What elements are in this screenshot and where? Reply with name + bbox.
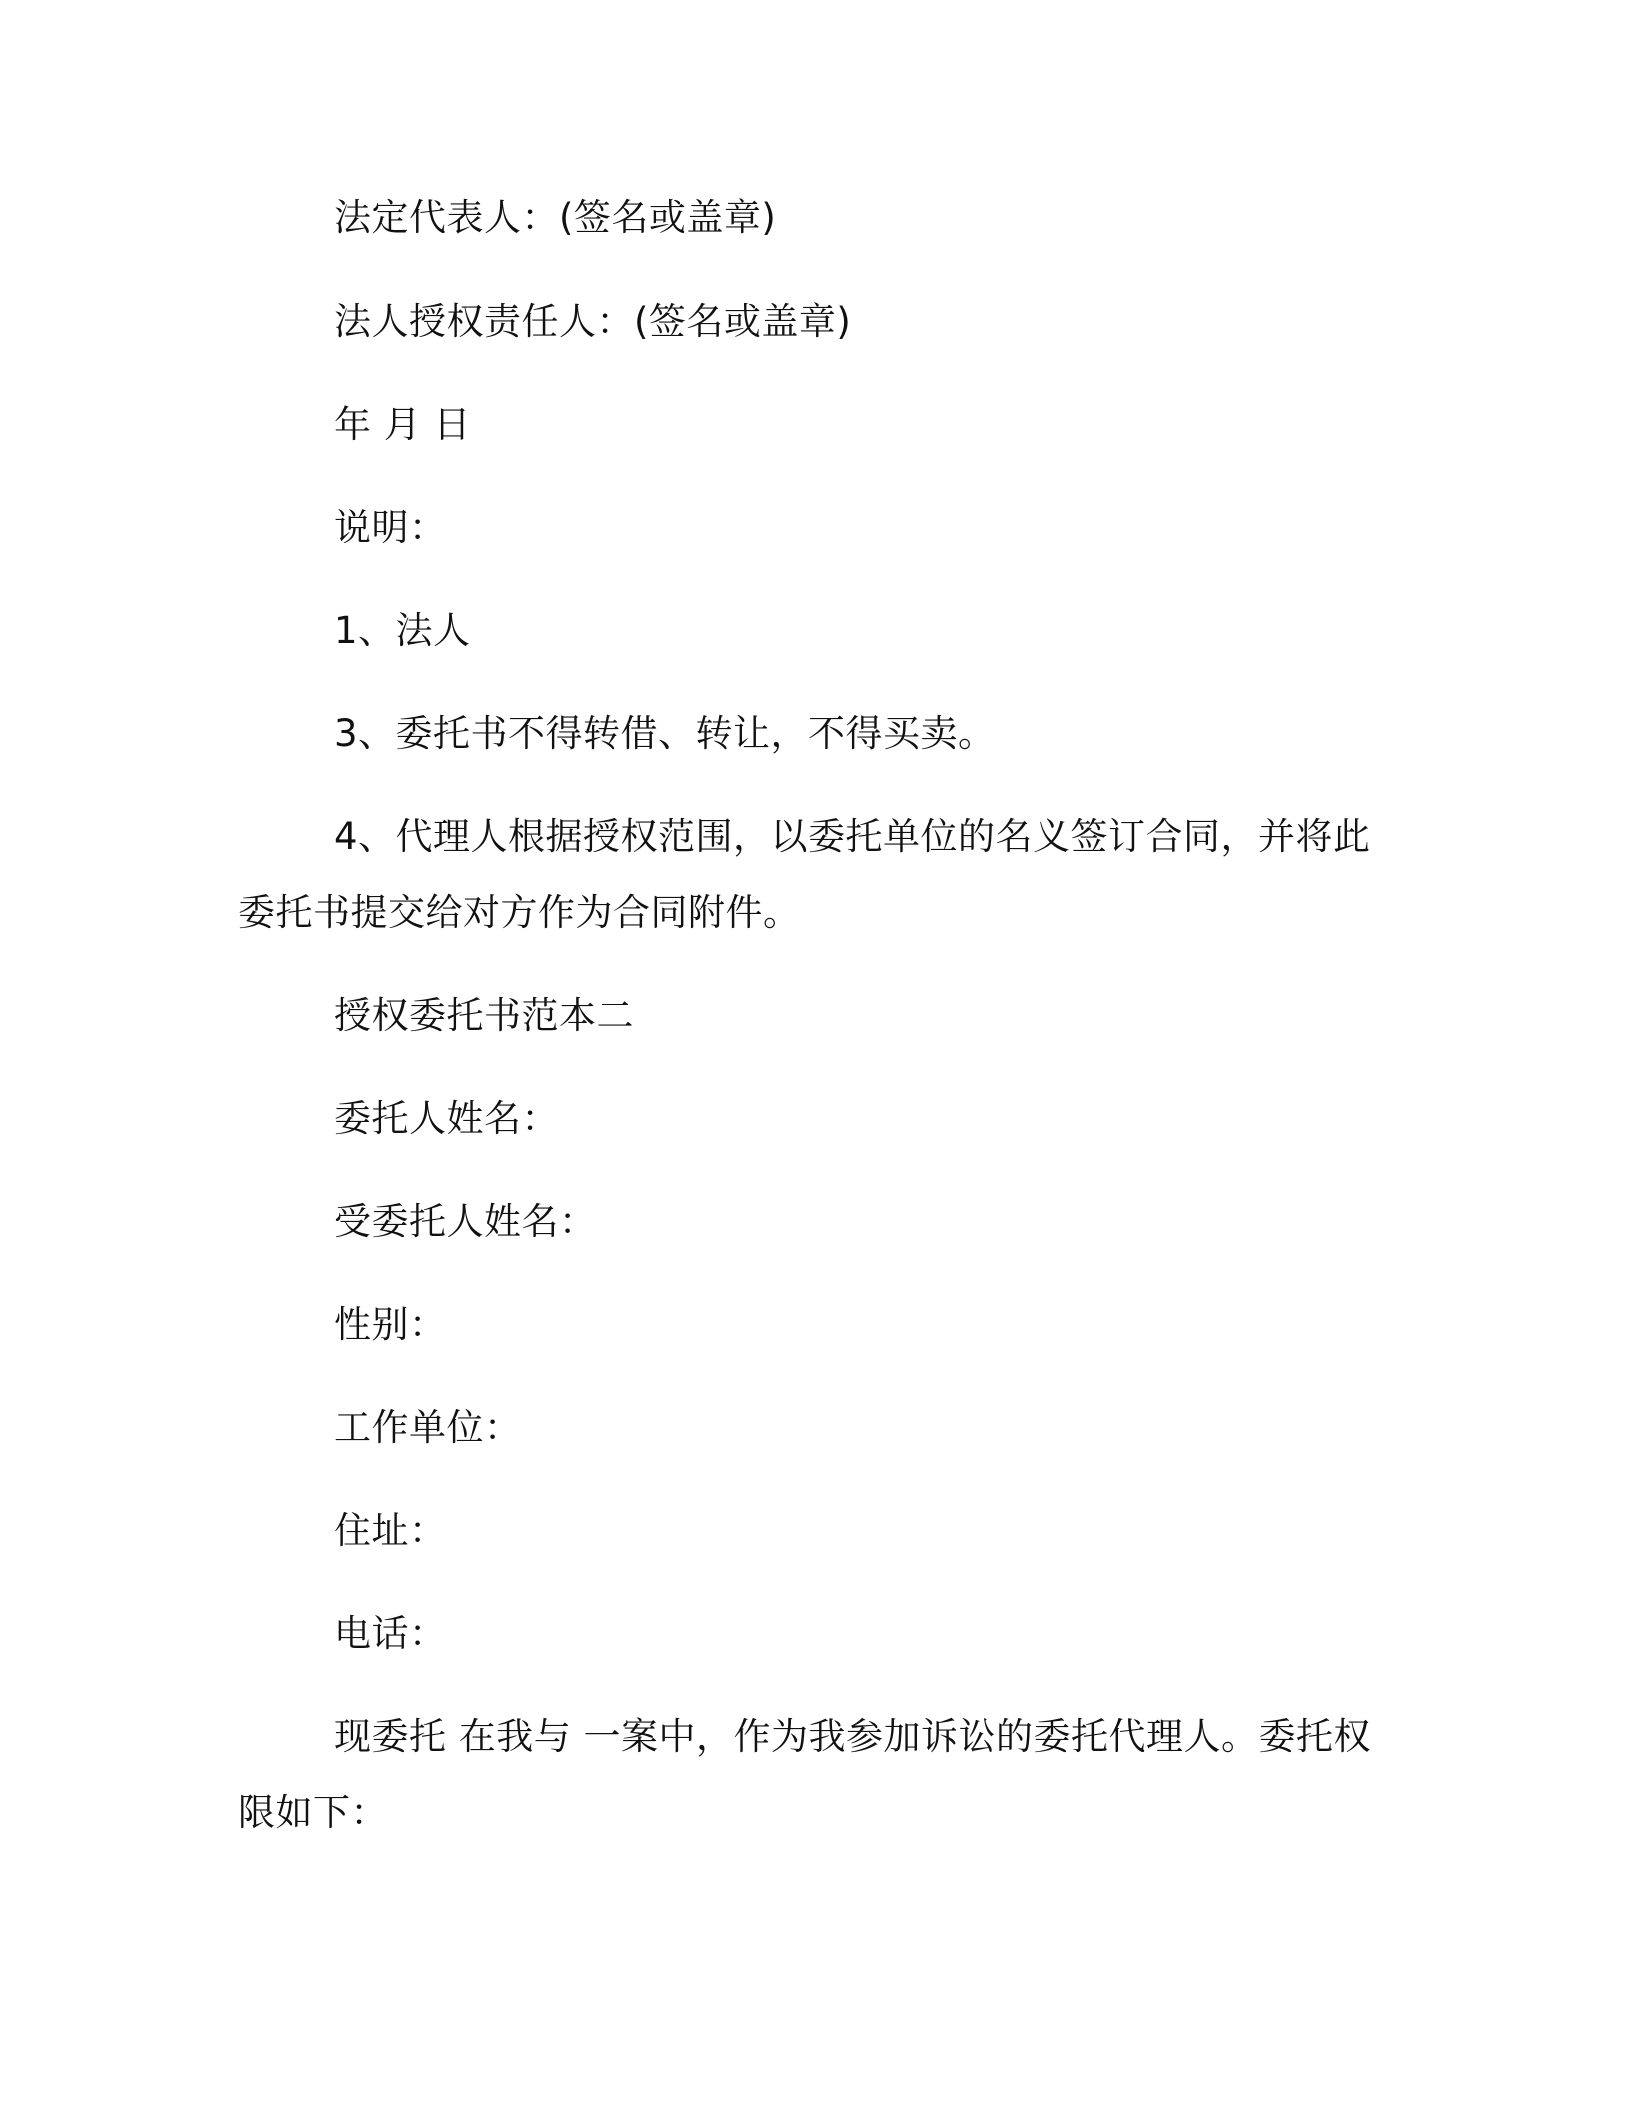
workplace-field: 工作单位： bbox=[334, 1406, 522, 1449]
agent-name-field: 受委托人姓名： bbox=[334, 1200, 597, 1243]
note-item-4: 4、代理人根据授权范围，以委托单位的名义签订合同，并将此 bbox=[334, 815, 1371, 858]
authorized-person-line: 法人授权责任人：(签名或盖章) bbox=[334, 300, 852, 343]
date-line: 年 月 日 bbox=[334, 403, 472, 446]
authorization-statement: 现委托 在我与 一案中，作为我参加诉讼的委托代理人。委托权 bbox=[334, 1715, 1372, 1758]
authorization-statement-continued: 限如下： bbox=[238, 1791, 388, 1834]
notes-heading: 说明： bbox=[334, 506, 447, 549]
legal-representative-line: 法定代表人：(签名或盖章) bbox=[334, 196, 777, 239]
note-item-4-continued: 委托书提交给对方作为合同附件。 bbox=[238, 891, 801, 934]
address-field: 住址： bbox=[334, 1509, 447, 1552]
phone-field: 电话： bbox=[334, 1612, 447, 1655]
template-two-title: 授权委托书范本二 bbox=[334, 994, 634, 1037]
gender-field: 性别： bbox=[334, 1303, 447, 1346]
principal-name-field: 委托人姓名： bbox=[334, 1097, 559, 1140]
note-item-3: 3、委托书不得转借、转让，不得买卖。 bbox=[334, 712, 996, 755]
note-item-1: 1、法人 bbox=[334, 609, 471, 652]
